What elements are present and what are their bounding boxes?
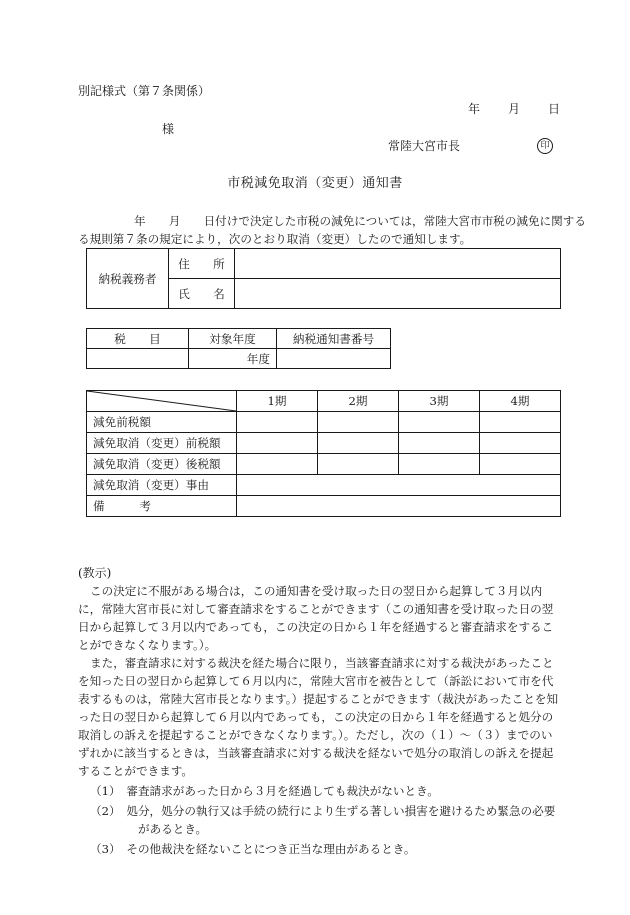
document-title: 市税減免取消（変更）通知書 (227, 176, 403, 191)
form-label: 別記様式（第７条関係） (78, 84, 211, 98)
intro-line-2: る規則第７条の規定により，次のとおり取消（変更）したので通知します。 (78, 232, 472, 246)
remarks-value[interactable] (237, 496, 561, 517)
notice-item-3: （3） その他裁決を経ないことにつき正当な理由があるとき。 (90, 842, 416, 856)
diagonal-header-cell (87, 391, 237, 412)
seal-mark: 印 (537, 138, 553, 154)
amount-cell[interactable] (237, 412, 318, 433)
reason-value[interactable] (237, 475, 561, 496)
amount-cell[interactable] (318, 433, 399, 454)
amount-cell[interactable] (480, 454, 561, 475)
row-label-reason: 減免取消（変更）事由 (87, 475, 237, 496)
header-notice-number: 納税通知書番号 (277, 329, 391, 349)
issue-date (468, 101, 560, 117)
diagonal-line (87, 391, 236, 411)
notice-item-1: （1） 審査請求があった日から３月を経過しても裁決がないとき。 (90, 784, 439, 798)
date-month: 月 (507, 102, 520, 116)
row-label-remarks: 備 考 (87, 496, 237, 517)
header-target-year: 対象年度 (189, 329, 277, 349)
issuer: 常陸大宮市長 (388, 139, 461, 153)
amount-cell[interactable] (399, 433, 480, 454)
name-value[interactable] (235, 279, 561, 309)
period-header-2: 2期 (318, 391, 399, 412)
target-year-value[interactable]: 年度 (189, 349, 277, 369)
intro-line-1: 年 月 日付けで決定した市税の減免については，常陸大宮市市税の減免に関する (134, 214, 586, 228)
table-row (87, 412, 561, 433)
header-tax-item: 税 目 (87, 329, 189, 349)
notice-item-2: （2） 処分，処分の執行又は手続の続行により生ずる著しい損害を避けるため緊急の必要があるとき。 (90, 804, 556, 836)
period-header-4: 4期 (480, 391, 561, 412)
amount-cell[interactable] (480, 412, 561, 433)
tax-item-table (86, 328, 391, 369)
amount-cell[interactable] (237, 433, 318, 454)
period-header-3: 3期 (399, 391, 480, 412)
row-label-pre-reduction: 減免前税額 (87, 412, 237, 433)
name-label: 氏 名 (169, 279, 235, 309)
amount-cell[interactable] (318, 412, 399, 433)
address-value[interactable] (235, 249, 561, 279)
amount-cell[interactable] (237, 454, 318, 475)
notice-paragraph-1: この決定に不服がある場合は，この通知書を受け取った日の翌日から起算して３月以内に，常陸大宮市長に対して審査請求をすることができます（この通知書を受け取った日の翌日から起算して３月以内であっても，この決定の日から１年を経過すると審査請求をすることができなくなります。）。 (78, 584, 554, 652)
taxpayer-label: 納税義務者 (87, 249, 169, 309)
intro-text (78, 212, 586, 248)
amount-cell[interactable] (480, 433, 561, 454)
row-label-after-change: 減免取消（変更）後税額 (87, 454, 237, 475)
tax-item-value[interactable] (87, 349, 189, 369)
table-row (87, 496, 561, 517)
recipient-suffix: 様 (162, 122, 175, 136)
address-label: 住 所 (169, 249, 235, 279)
period-amount-table (86, 390, 561, 517)
table-row (87, 433, 561, 454)
date-day: 日 (547, 102, 560, 116)
notice-text (78, 582, 562, 858)
notice-paragraph-2: また，審査請求に対する裁決を経た場合に限り，当該審査請求に対する裁決があったことを知った日の翌日から起算して６月以内に，常陸大宮市を被告として（訴訟において市を代表するものは，常陸大宮市長となります。）提起することができます（裁決があったことを知った日の翌日から起算して６月以内であっても，この決定の日から１年を経過すると処分の取消しの訴えを提起することができなくなります。）。ただし，次の（１）～（３）までのいずれかに該当するときは，当該審査請求に対する裁決を経ないで処分の取消しの訴えを提起することができます。 (78, 656, 559, 778)
table-row (87, 454, 561, 475)
notice-heading: (教示) (78, 566, 112, 580)
amount-cell[interactable] (318, 454, 399, 475)
amount-cell[interactable] (399, 412, 480, 433)
notice-number-value[interactable] (277, 349, 391, 369)
row-label-before-change: 減免取消（変更）前税額 (87, 433, 237, 454)
table-row (87, 475, 561, 496)
period-header-1: 1期 (237, 391, 318, 412)
date-year: 年 (467, 102, 480, 116)
amount-cell[interactable] (399, 454, 480, 475)
taxpayer-table (86, 248, 561, 309)
